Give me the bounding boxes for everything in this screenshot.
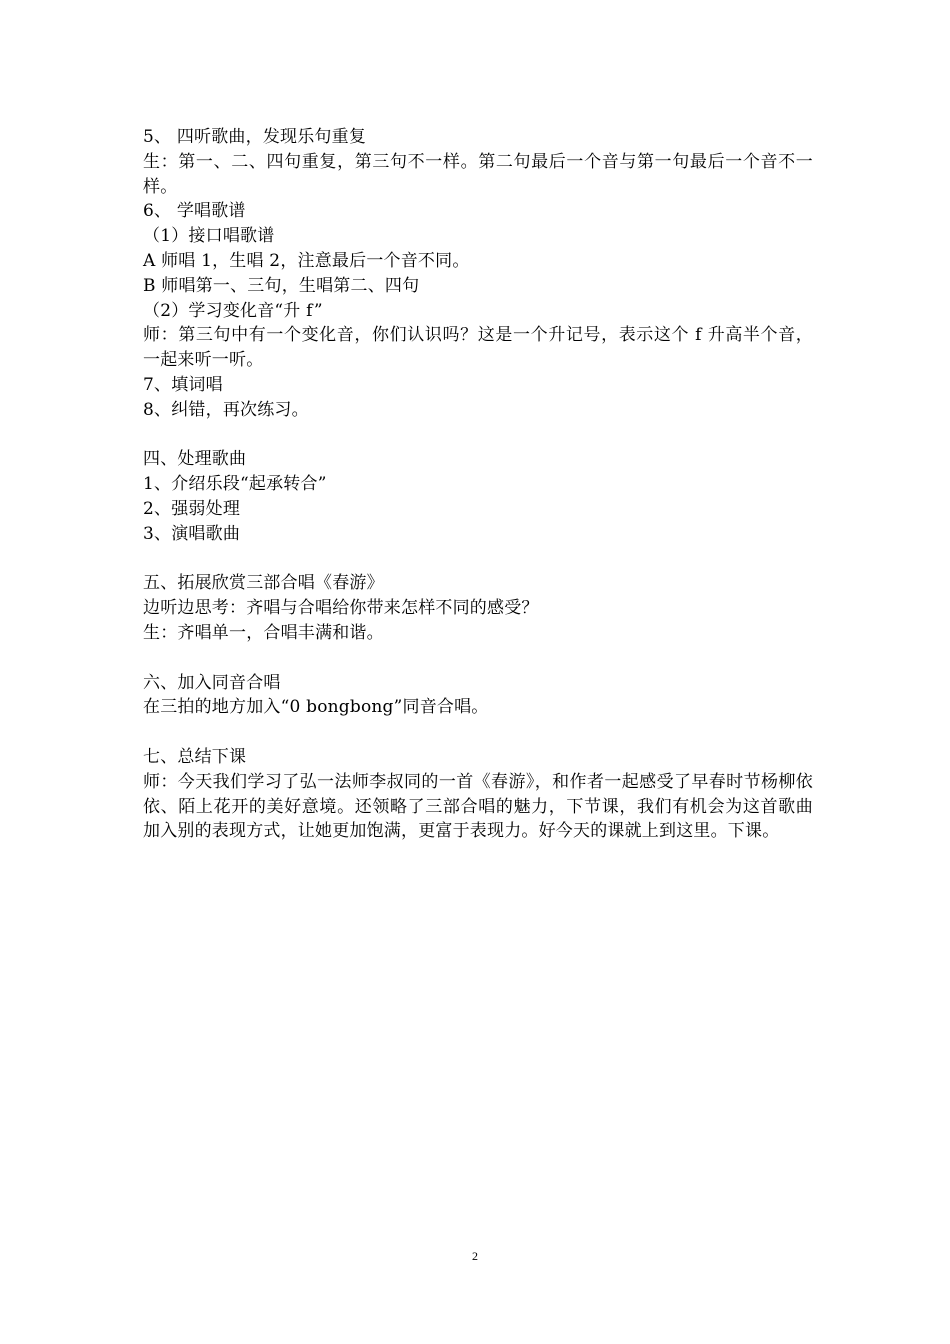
step-6-1-b: B 师唱第一、三句，生唱第二、四句 [143,275,420,296]
step-6-2: （2）学习变化音“升 f” [143,300,323,321]
section-4-heading: 四、处理歌曲 [143,449,247,470]
section-5-heading: 五、拓展欣赏三部合唱《春游》 [143,573,384,594]
section-6-text: 在三拍的地方加入“0 bongbong”同音合唱。 [143,697,489,718]
document-body [143,125,813,844]
blank-line [143,423,813,448]
section-6-heading: 六、加入同音合唱 [143,672,281,693]
blank-line [143,646,813,671]
step-8: 8、纠错，再次练习。 [143,399,309,420]
step-5-heading: 5、 四听歌曲，发现乐句重复 [143,127,367,147]
section-4-item-3: 3、演唱歌曲 [143,523,241,544]
blank-line [143,720,813,745]
step-6-heading: 6、 学唱歌谱 [143,201,246,222]
step-6-1-a: A 师唱 1，生唱 2，注意最后一个音不同。 [143,250,470,271]
blank-line [143,547,813,572]
step-7: 7、填词唱 [143,374,223,395]
section-5-question: 边听边思考：齐唱与合唱给你带来怎样不同的感受？ [143,598,539,619]
teacher-summary: 师：今天我们学习了弘一法师李叔同的一首《春游》，和作者一起感受了早春时节杨柳依依、陌上花开的美好意境。还领略了三部合唱的魅力，下节课，我们有机会为这首歌曲加入别的表现方式，让她更加饱满，更富于表现力。好今天的课就上到这里。下课。 [143,771,813,842]
step-6-1: （1）接口唱歌谱 [143,226,275,247]
page-number: 2 [472,1249,478,1263]
section-4-item-1: 1、介绍乐段“起承转合” [143,474,327,495]
student-answer-repeat: 生：第一、二、四句重复，第三句不一样。第二句最后一个音与第一句最后一个音不一样。 [143,151,813,197]
teacher-sharp-explain: 师：第三句中有一个变化音，你们认识吗？这是一个升记号，表示这个 f 升高半个音，一起来听一听。 [143,325,813,371]
section-7-heading: 七、总结下课 [143,746,247,767]
section-4-item-2: 2、强弱处理 [143,498,241,519]
section-5-answer: 生：齐唱单一，合唱丰满和谐。 [143,622,384,643]
